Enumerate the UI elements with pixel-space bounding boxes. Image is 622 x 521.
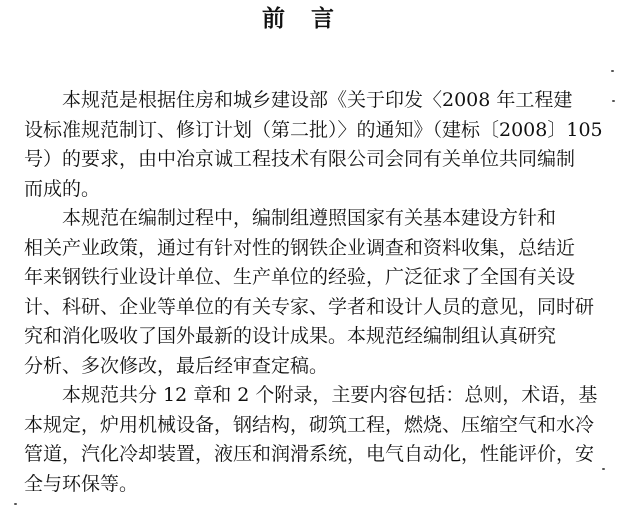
text-line: 管道，汽化冷却装置，液压和润滑系统，电气自动化，性能评价，安 bbox=[24, 443, 595, 465]
text-line: 本规范在编制过程中，编制组遵照国家有关基本建设方针和 bbox=[62, 207, 557, 229]
text-line: 本规范共分 12 章和 2 个附录，主要内容包括：总则，术语，基 bbox=[62, 384, 598, 406]
scan-speck bbox=[611, 70, 614, 72]
text-line: 全与环保等。 bbox=[24, 472, 139, 495]
text-line: 而成的。 bbox=[24, 177, 101, 200]
text-line: 年来钢铁行业设计单位、生产单位的经验，广泛征求了全国有关设 bbox=[24, 266, 576, 288]
scan-speck bbox=[14, 503, 17, 505]
text-line: 相关产业政策，通过有针对性的钢铁企业调查和资料收集，总结近 bbox=[24, 236, 576, 259]
page-title: 前言 bbox=[262, 6, 360, 32]
text-line: 究和消化吸收了国外最新的设计成果。本规范经编制组认真研究 bbox=[24, 325, 557, 347]
text-line: 本规定，炉用机械设备，钢结构，砌筑工程，燃烧、压缩空气和水冷 bbox=[24, 413, 595, 436]
scan-speck bbox=[602, 468, 605, 470]
text-line: 号）的要求，由中冶京诚工程技术有限公司会同有关单位共同编制 bbox=[24, 148, 576, 170]
preface-body bbox=[24, 86, 608, 499]
text-line: 设标准规范制订、修订计划（第二批）〉的通知》（建标〔2008〕105 bbox=[24, 118, 603, 141]
text-line: 本规范是根据住房和城乡建设部《关于印发〈2008 年工程建 bbox=[62, 89, 573, 111]
text-line: 计、科研、企业等单位的有关专家、学者和设计人员的意见，同时研 bbox=[24, 295, 595, 318]
text-line: 分析、多次修改，最后经审查定稿。 bbox=[24, 354, 329, 377]
scan-speck bbox=[612, 100, 615, 102]
